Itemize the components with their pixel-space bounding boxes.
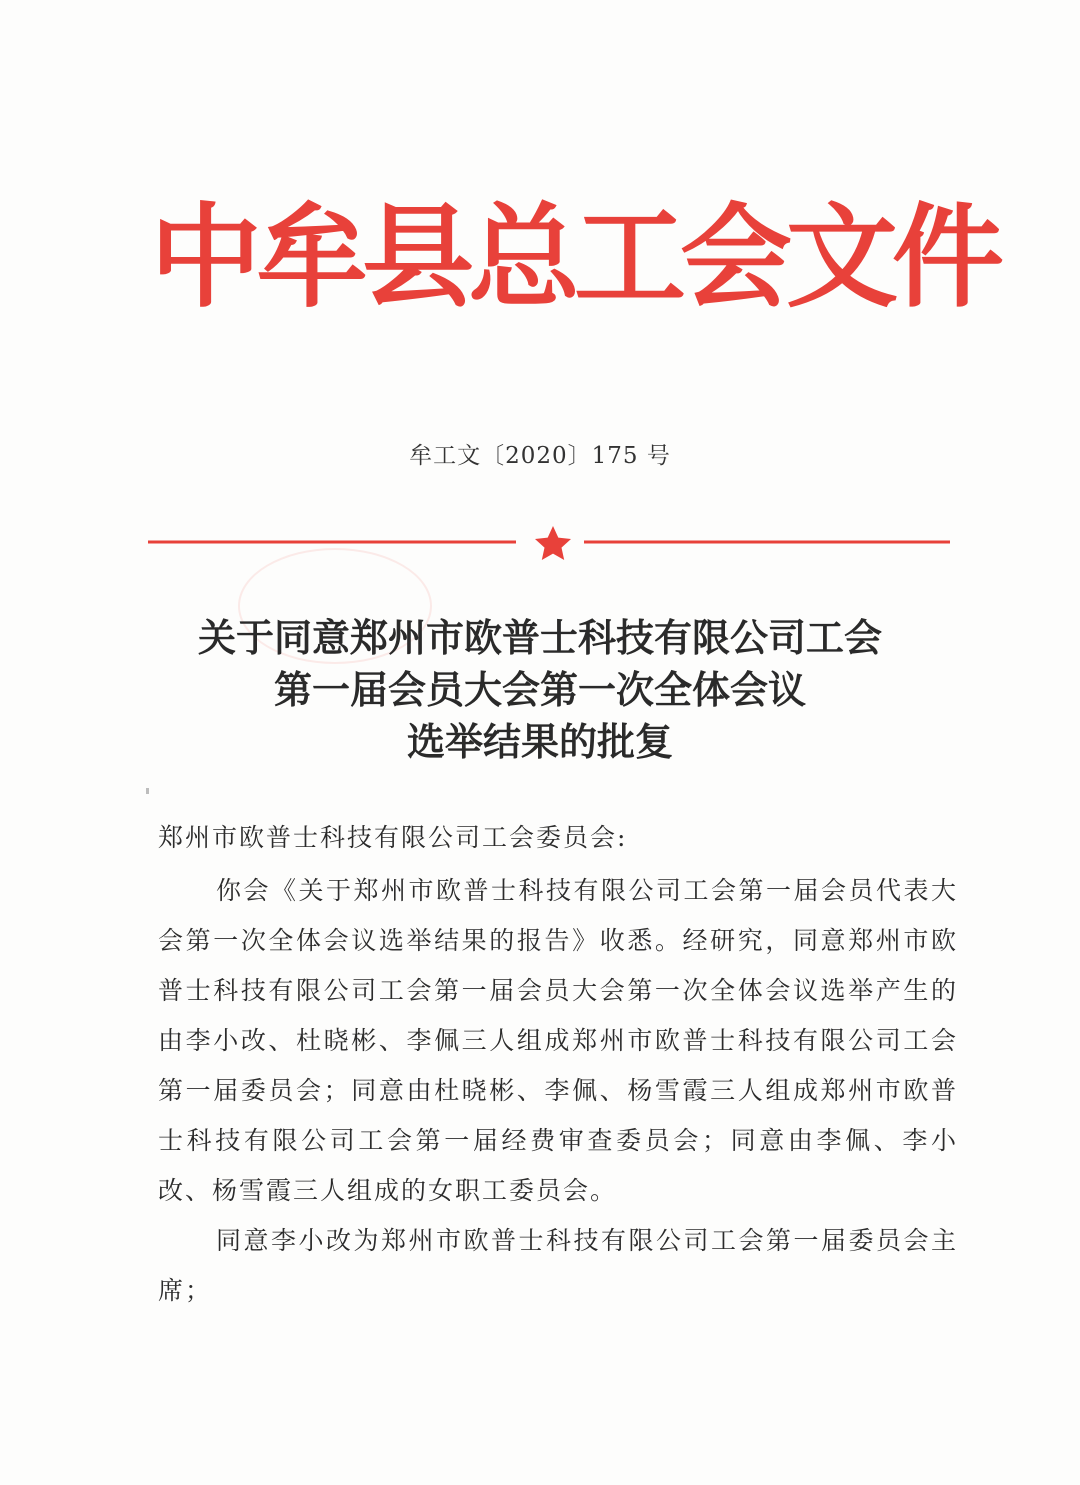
document-body (158, 866, 958, 1316)
body-paragraph: 同意李小改为郑州市欧普士科技有限公司工会第一届委员会主席； (158, 1226, 958, 1305)
document-title (100, 612, 980, 768)
recipient-line: 郑州市欧普士科技有限公司工会委员会: (158, 823, 628, 852)
scan-speck (146, 788, 149, 794)
document-number: 牟工文〔2020〕175 号 (409, 443, 671, 469)
star-icon (535, 526, 571, 560)
title-line: 第一届会员大会第一次全体会议 (273, 667, 806, 712)
document-masthead: 中牟县总工会文件 (150, 192, 998, 323)
title-line: 选举结果的批复 (406, 719, 673, 764)
body-paragraph: 你会《关于郑州市欧普士科技有限公司工会第一届会员代表大会第一次全体会议选举结果的报告》收悉。经研究，同意郑州市欧普士科技有限公司工会第一届会员大会第一次全体会议选举产生的由李小改、杜晓彬、李佩三人组成郑州市欧普士科技有限公司工会第一届委员会；同意由杜晓彬、李佩、杨雪霞三人组成郑州市欧普士科技有限公司工会第一届经费审查委员会；同意由李佩、李小改、杨雪霞三人组成的女职工委员会。 (158, 876, 958, 1205)
title-line: 关于同意郑州市欧普士科技有限公司工会 (197, 615, 882, 660)
red-separator (148, 524, 950, 564)
